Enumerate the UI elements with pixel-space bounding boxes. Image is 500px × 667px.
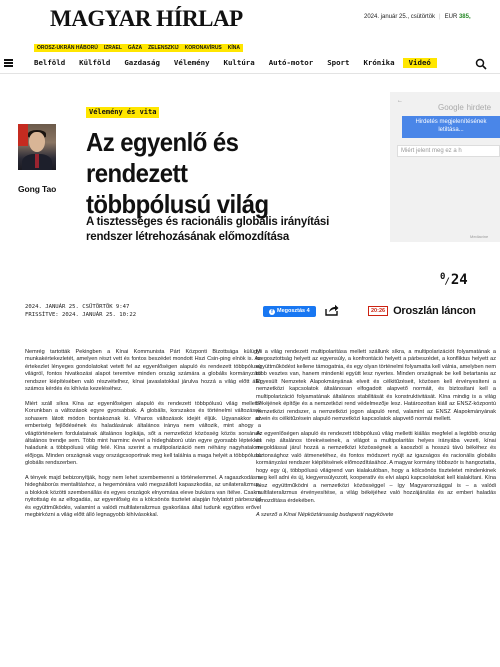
facebook-share-button[interactable] bbox=[263, 306, 316, 317]
tag-link[interactable]: IZRAEL bbox=[103, 45, 122, 51]
hamburger-menu-icon[interactable] bbox=[4, 59, 13, 67]
article-body-left bbox=[25, 349, 261, 527]
tag-link[interactable]: ZELENSZKIJ bbox=[148, 45, 179, 51]
article-dates bbox=[25, 303, 136, 319]
header-date: 2024. január 25., csütörtök bbox=[364, 14, 436, 20]
author-photo bbox=[18, 124, 56, 170]
nav-items bbox=[34, 58, 451, 68]
nav-item-video[interactable]: Videó bbox=[403, 58, 437, 68]
ad-panel bbox=[390, 92, 500, 242]
nav-item-belfold[interactable]: Belföld bbox=[34, 58, 66, 67]
main-nav bbox=[0, 54, 500, 74]
author-credit: A szerző a Kínai Népköztársaság budapesti nagykövete bbox=[256, 512, 394, 519]
eur-rate: EUR 385, bbox=[444, 14, 471, 20]
published-date: 2024. JANUÁR 25. CSÜTÖRTÖK 9:47 bbox=[25, 304, 130, 310]
news-ticker[interactable] bbox=[368, 305, 476, 317]
article-category[interactable]: Vélemény és vita bbox=[86, 107, 159, 118]
gallery-counter: $^0$/24 bbox=[440, 272, 468, 288]
ad-why-field[interactable]: Miért jelent meg ez a h bbox=[397, 145, 500, 157]
tag-link[interactable]: KORONAVÍRUS bbox=[184, 45, 222, 51]
trending-tags bbox=[34, 44, 243, 52]
paragraph: Nemrég tartották Pekingben a Kínai Kommunista Párt Központi Bizottsága külügyi munkakértekezletét, amelyen részt vett és fontos beszédet mondott Hszi Csin-ping elnök is. Az értekezlet lényeges gondolatokat vetett fel az egyenlőségen alapuló és rendezett többpólusú világról, fontos hivatkozási alapot teremtve minden ország számára a globális kormányzási rendszer kiépítésében való részvételhez, kínai javaslatokkal járulva hozzá a világ előtt álló számos kérdés és kihívás kezeléséhez. bbox=[25, 349, 261, 393]
search-icon[interactable] bbox=[475, 58, 487, 70]
nav-item-kronika[interactable]: Krónika bbox=[363, 58, 395, 67]
site-logo[interactable]: MAGYAR HÍRLAP bbox=[50, 6, 243, 31]
nav-item-kultura[interactable]: Kultúra bbox=[223, 58, 255, 67]
share-arrow-icon[interactable] bbox=[325, 304, 339, 316]
author-name[interactable]: Gong Tao bbox=[18, 184, 57, 194]
ticker-headline[interactable]: Oroszlán láncon bbox=[393, 305, 476, 317]
paragraph: A tények majd bebizonyítják, hogy nem lehet szembemenni a történelemmel. A ragaszkodás a hidegháborús mentalitáshoz, a hegemóniára való megszállott kapaszkodás, az unilateralizmus, a blokkok közötti szembenállás és egyes országok elnyomása eleve bukásra van ítélve. Csak a nyitottság és az elfogadás, az egyenlőség és a kölcsönös tisztelet alapján folytatott párbeszéd és együttműködés, valamint a valódi multilateralizmus gyakorlása által tudunk együttes erővel megbirkózni a világ előtt álló legnagyobb kihívásokkal. bbox=[25, 474, 261, 519]
ad-footer: Mediavine bbox=[470, 234, 489, 239]
nav-item-velemeny[interactable]: Vélemény bbox=[173, 58, 210, 67]
article-body-right bbox=[256, 349, 496, 527]
ticker-time: 20:26 bbox=[368, 306, 388, 316]
nav-item-sport[interactable]: Sport bbox=[327, 58, 350, 67]
ad-google-label: Google hirdete bbox=[438, 103, 492, 112]
ad-back-arrow-icon[interactable]: ← bbox=[397, 98, 403, 104]
tag-link[interactable]: KÍNA bbox=[227, 45, 241, 51]
share-label: Megosztás 4 bbox=[277, 308, 310, 314]
paragraph: Az egyenlőségen alapuló és rendezett többpólusú világ melletti kiállás megfelel a legtöbb ország és nép általános törekvéseinek, a világot a multipolaritás helyes irányába vezeti, kínai megoldással járul hozzá a nemzetközi közösségnek a kaoszból a hosszú távú békéhez és biztonsághoz való átmenetéhez, és fontos módszert nyújt az igazságos és racionális globális kormányzási rendszer kiépítésének előmozdításához. A magyar kormány többször is hangoztatta, hogy egy új, többpólusú világrend van kialakulóban, hogy a kölcsönös tiszteletet mindenkinek meg kell adni és új, kiegyensúlyozott, kooperatív és elvi alapú kapcsolatokat kell kialakítani. Kína kész együttműködni a nemzetközi közösséggel – így Magyarországgal is – a valódi multilateralizmus érvényesítése, a világ békéjéhez való hozzájárulás és az emberi haladás elmozdítása érdekében. bbox=[256, 430, 496, 504]
updated-date: FRISSÍTVE: 2024. JANUÁR 25. 10:22 bbox=[25, 312, 137, 318]
article-title: Az egyenlő és rendezett többpólusú világ bbox=[86, 127, 269, 219]
facebook-icon: f bbox=[269, 309, 275, 315]
article-subtitle: A tisztességes és racionális globális irányítási rendszer létrehozásának előmozdítása bbox=[86, 216, 330, 243]
header-date-rate: 2024. január 25., csütörtök | EUR 385, bbox=[364, 14, 471, 20]
tag-link[interactable]: OROSZ-UKRÁN HÁBORÚ bbox=[37, 45, 98, 51]
nav-item-auto-motor[interactable]: Autó-motor bbox=[268, 58, 314, 67]
tag-link[interactable]: GÁZA bbox=[127, 45, 143, 51]
nav-item-gazdasag[interactable]: Gazdaság bbox=[124, 58, 160, 67]
paragraph: Miért száll síkra Kína az egyenlőségen alapuló és rendezett többpólusú világ mellett? Korunkban a változások egyre gyorsabbak. A globális, korszakos és történelmi változások sohasem látott módon bontakoznak ki. Viharos változások idejét éljük. Ugyanakkor az emberiség fejlődésének és haladásának általános iránya nem változik, mint ahogy a világtörténelem fordulatainak általános logikája, sőt a nemzetközi közösség közös sorsának általános trendje sem. Több mint harminc évvel a hidegháború után egyre gyorsabb léptekkel haladunk a többpólusú világ felé. Kína szerint a multipolarizáció nem néhány nagyhatalom előjoga. Minden országnak vagy országcsoportnak meg kell találnia a maga helyét a többpólusú globális rendszerben. bbox=[25, 400, 261, 467]
nav-item-kulfold[interactable]: Külföld bbox=[79, 58, 111, 67]
paragraph: Mi a világ rendezett multipolaritása mellett szállunk síkra, a multipolarizációt folyamatának a megosztottság helyett az egyensúly, a konfrontáció helyett a párbeszédet, a konfliktus helyett az együttműködést kellene támogatnia, és egy olyan történelmi folyamatta kell válnia, amelyben nem több vesztes van, hanem mindenki együtt lesz nyertes. Minden országnak be kell betartania az Egyesült Nemzetek Alapokmányának elveit és célkitűzéseit, közösen kell érvényesíteni a nemzetközi kapcsolatok általánosan elfogadott alapvető normáit, és biztosítani kell a multipolarizáció folyamatának általános stabilitását és konstruktivitását. Kína mindig is a világ békéjének építője és a nemzetközi rend védelmezője lesz. Határozottan kiáll az ENSZ-központú nemzetközi rendszer, a nemzetközi jogon alapuló rend, valamint az ENSZ Alapokmányának elvein és célkitűzésein alapuló nemzetközi kapcsolatok alapvető normái mellett. bbox=[256, 349, 496, 423]
ad-hide-button[interactable]: Hirdetés megjelenítésének letiltása... bbox=[402, 116, 500, 138]
